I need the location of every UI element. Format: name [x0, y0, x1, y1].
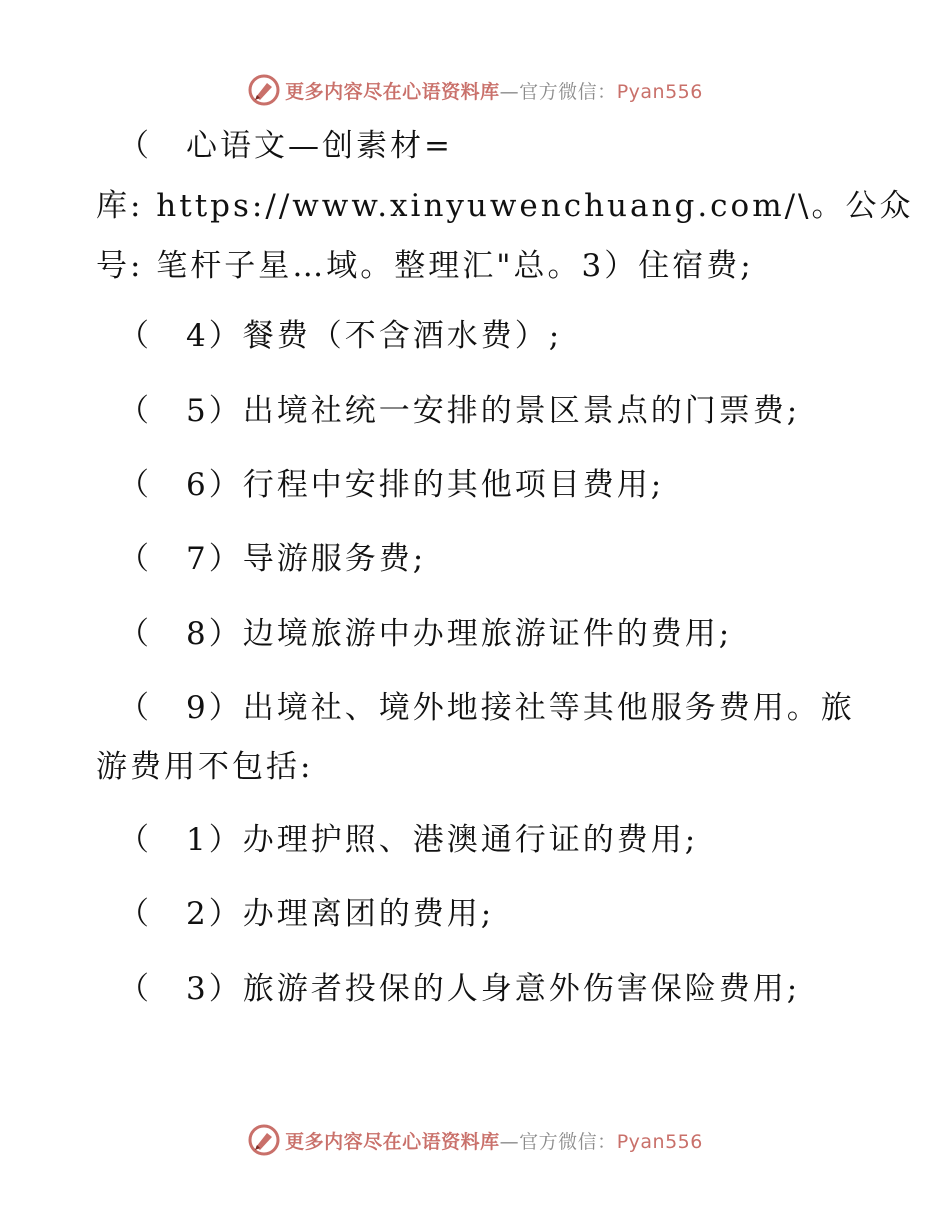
text-line: （ 5）出境社统一安排的景区景点的门票费;: [118, 393, 801, 429]
text-line: （ 2）办理离团的费用;: [118, 896, 495, 932]
text-line: （ 9）出境社、境外地接社等其他服务费用。旅: [118, 690, 855, 726]
text-line: 库: https://www.xinyuwenchuang.com/\。公众: [96, 188, 914, 224]
text-line: （ 3）旅游者投保的人身意外伤害保险费用;: [118, 971, 801, 1007]
text-line: （ 7）导游服务费;: [118, 541, 427, 577]
text-line: （ 4）餐费（不含酒水费）;: [118, 318, 563, 354]
pen-nib-logo-icon: [247, 73, 281, 107]
pen-nib-logo-icon: [247, 1123, 281, 1157]
text-line: （ 心语文—创素材=: [118, 128, 453, 164]
header-banner: [0, 70, 950, 110]
banner-dash: —: [499, 80, 520, 103]
text-line: （ 1）办理护照、港澳通行证的费用;: [118, 822, 699, 858]
text-line: （ 8）边境旅游中办理旅游证件的费用;: [118, 616, 733, 652]
banner-wechat-label: 官方微信：: [519, 80, 617, 103]
banner-text: [285, 77, 703, 104]
text-line: 游费用不包括:: [96, 749, 314, 785]
banner-wechat-id: Pyan556: [616, 80, 703, 103]
banner-title: 更多内容尽在心语资料库: [285, 80, 500, 103]
footer-banner: [0, 1120, 950, 1160]
banner-wechat-id: Pyan556: [616, 1130, 703, 1153]
banner-title: 更多内容尽在心语资料库: [285, 1130, 500, 1153]
text-line: 号: 笔杆子星…域。整理汇"总。3）住宿费;: [96, 248, 754, 284]
banner-dash: —: [499, 1130, 520, 1153]
banner-wechat-label: 官方微信：: [519, 1130, 617, 1153]
banner-text: [285, 1127, 703, 1154]
text-line: （ 6）行程中安排的其他项目费用;: [118, 467, 665, 503]
